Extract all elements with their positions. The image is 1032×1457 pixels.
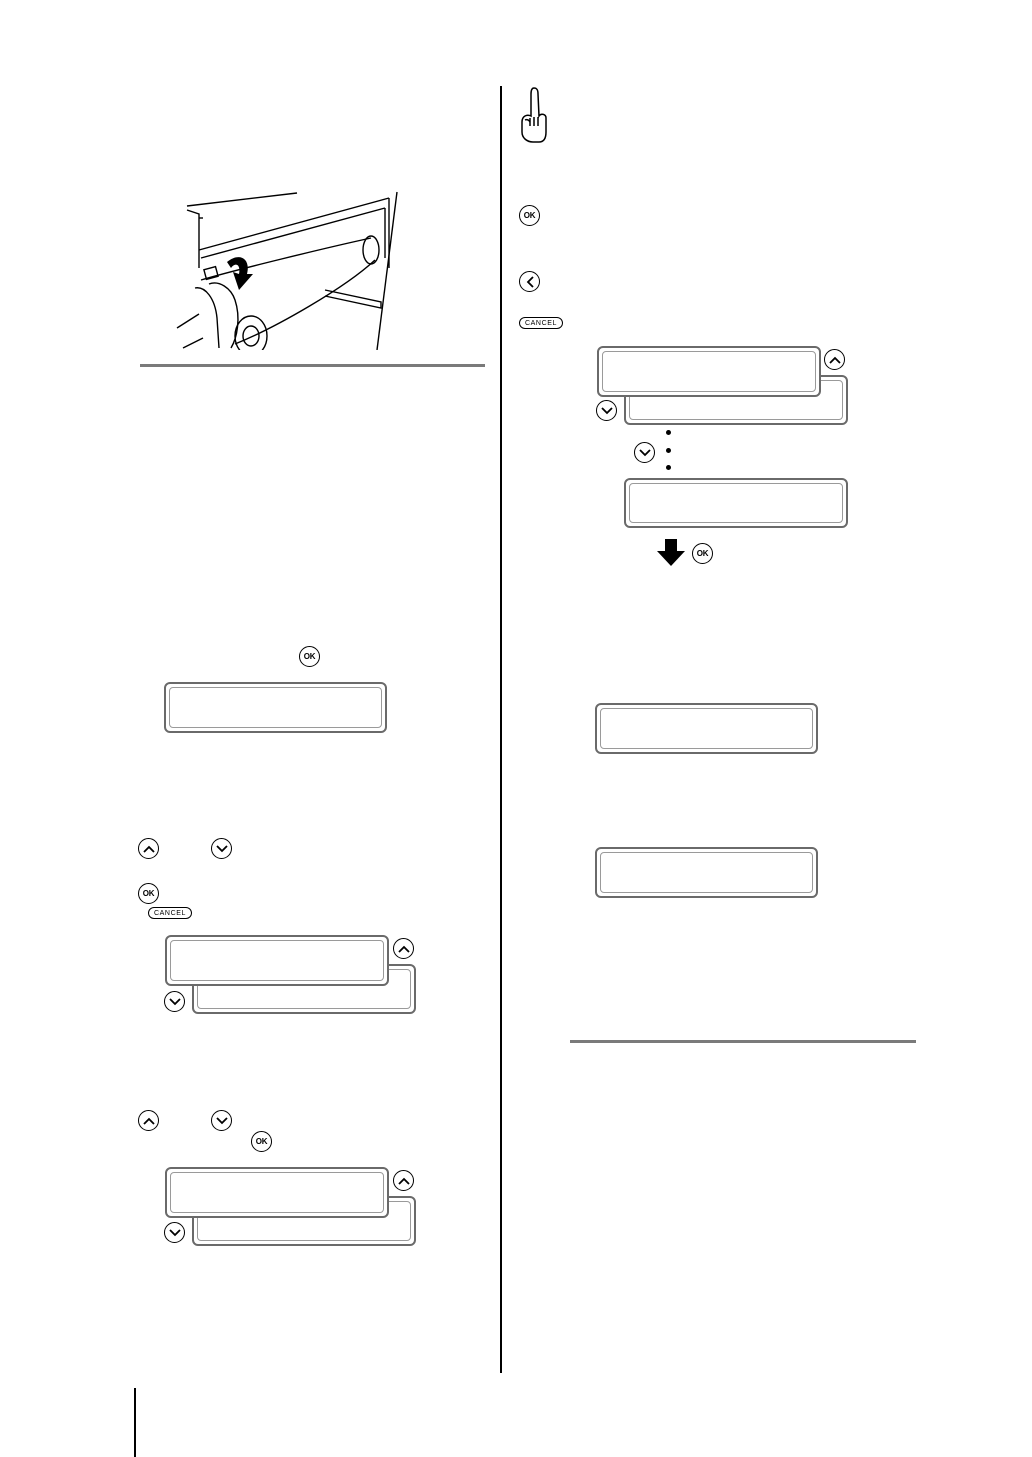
up-key-icon (393, 1170, 414, 1191)
cancel-key-icon: CANCEL (519, 317, 563, 329)
up-key-icon (138, 838, 159, 859)
ok-key-icon: OK (251, 1131, 272, 1152)
ellipsis-dot (666, 465, 671, 470)
column-divider (500, 86, 502, 1373)
lcd-panel-front (165, 1167, 389, 1218)
up-key-icon (138, 1110, 159, 1131)
down-key-icon (164, 1222, 185, 1243)
section-rule-right (570, 1040, 916, 1043)
ok-key-icon: OK (519, 205, 540, 226)
pointing-hand-icon (517, 86, 549, 144)
ok-key-icon: OK (138, 883, 159, 904)
lcd-panel-final (595, 847, 818, 898)
arrow-down-icon (656, 539, 686, 567)
down-key-icon (634, 442, 655, 463)
printer-roll-media-illustration (175, 188, 407, 350)
ellipsis-dot (666, 448, 671, 453)
lcd-panel-result (595, 703, 818, 754)
down-key-icon (211, 838, 232, 859)
lcd-panel-front (597, 346, 821, 397)
down-key-icon (596, 400, 617, 421)
cancel-key-icon: CANCEL (148, 907, 192, 919)
up-key-icon (824, 349, 845, 370)
ok-key-icon: OK (299, 646, 320, 667)
lcd-panel-single (164, 682, 387, 733)
up-key-icon (393, 938, 414, 959)
lcd-panel-front (165, 935, 389, 986)
down-key-icon (211, 1110, 232, 1131)
down-key-icon (164, 991, 185, 1012)
lcd-panel-last (624, 478, 848, 528)
ellipsis-dot (666, 430, 671, 435)
page-margin-line (134, 1388, 136, 1457)
left-key-icon (519, 271, 540, 292)
section-rule-left (140, 364, 485, 367)
ok-key-icon: OK (692, 543, 713, 564)
